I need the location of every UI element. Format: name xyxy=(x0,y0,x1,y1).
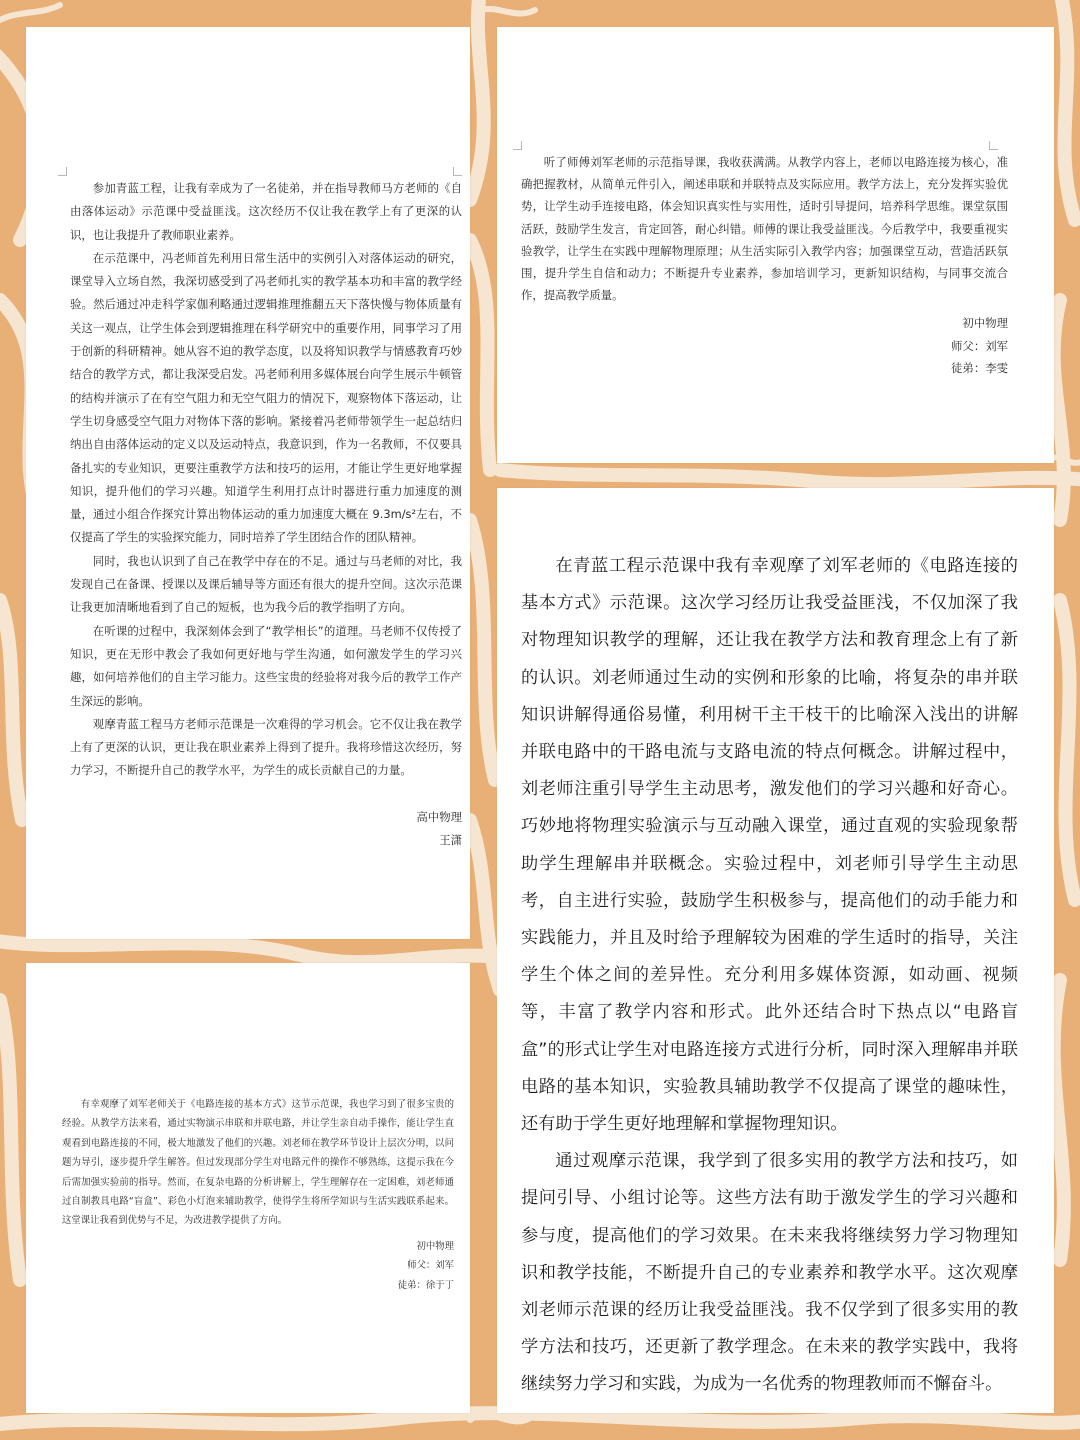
signature-mentor: 师父：刘军 xyxy=(407,1260,454,1272)
paragraph: 观摩青蓝工程马方老师示范课是一次难得的学习机会。它不仅让我在教学上有了更深的认识，更让我在职业素养上得到了提升。我将珍惜这次经历，努力学习，不断提升自己的教学水平，为学生的成长贡献自己的力量。 xyxy=(70,716,462,778)
paragraph: 听了师傅刘军老师的示范指导课，我收获满满。从教学内容上，老师以电路连接为核心，准确把握教材，从简单元件引入，阐述串联和并联特点及实际应用。教学方法上，充分发挥实验优势，让学生动手连接电路，体会知识真实性与实用性，适时引导提问，培养科学思维。课堂氛围活跃，鼓励学生发言，肯定回答，耐心纠错。师傅的课让我受益匪浅。今后教学中，我要重视实验教学，让学生在实践中理解物理原理；从生活实际引入教学内容；加强课堂互动，营造活跃氛围，提升学生自信和动力；不断提升专业素养，参加培训学习，更新知识结构，与同事交流合作，提高教学质量。 xyxy=(521,155,1008,303)
signature-mentor: 师父：刘军 xyxy=(951,338,1008,353)
page-corner-mark xyxy=(453,167,462,176)
signature-block xyxy=(521,312,1008,379)
paragraph: 在青蓝工程示范课中我有幸观摩了刘军老师的《电路连接的基本方式》示范课。这次学习经历让我受益匪浅，不仅加深了我对物理知识教学的理解，还让我在教学方法和教育理念上有了新的认识。刘老师通过生动的实例和形象的比喻，将复杂的串并联知识讲解得通俗易懂，利用树干主干枝干的比喻深入浅出的讲解并联电路中的干路电流与支路电流的特点何概念。讲解过程中，刘老师注重引导学生主动思考，激发他们的学习兴趣和好奇心。巧妙地将物理实验演示与互动融入课堂，通过直观的实验现象帮助学生理解串并联概念。实验过程中，刘老师引导学生主动思考，自主进行实验，鼓励学生积极参与，提高他们的动手能力和实践能力，并且及时给予理解较为困难的学生适时的指导，关注学生个体之间的差异性。充分利用多媒体资源，如动画、视频等，丰富了教学内容和形式。此外还结合时下热点以“电路盲盒”的形式让学生对电路连接方式进行分析，同时深入理解串并联电路的基本知识，实验教具辅助教学不仅提高了课堂的趣味性，还有助于学生更好地理解和掌握物理知识。 xyxy=(521,556,1018,1135)
paragraph: 通过观摩示范课，我学到了很多实用的教学方法和技巧，如提问引导、小组讨论等。这些方法有助于激发学生的学习兴趣和参与度，提高他们的学习效果。在未来我将继续努力学习物理知识和教学技能，不断提升自己的专业素养和教学水平。这次观摩刘老师示范课的经历让我受益匪浅。我不仅学到了很多实用的教学方法和技巧，还更新了教学理念。在未来的教学实践中，我将继续努力学习和实践，为成为一名优秀的物理教师而不懈奋斗。 xyxy=(521,1151,1018,1395)
page-corner-mark xyxy=(989,141,998,150)
paragraph: 参加青蓝工程，让我有幸成为了一名徒弟，并在指导教师马方老师的《自由落体运动》示范课中受益匪浅。这次经历不仅让我在教学上有了更深的认识，也让我提升了教师职业素养。 xyxy=(70,181,462,242)
paragraph: 在示范课中，冯老师首先利用日常生活中的实例引入对落体运动的研究，课堂导入立场自然，我深切感受到了冯老师扎实的教学基本功和丰富的教学经验。然后通过冲走科学家伽利略通过逻辑推理推翻五天下落快慢与物体质量有关这一观点，让学生体会到逻辑推理在科学研究中的重要作用，同事学习了用于创新的科研精神。她从容不迫的教学态度，以及将知识教学与情感教育巧妙结合的教学方式，都让我深受启发。冯老师利用多媒体展台向学生展示牛顿管的结构并演示了在有空气阻力和无空气阻力的情况下，观察物体下落运动，让学生切身感受空气阻力对物体下落的影响。紧接着冯老师带领学生一起总结归纳出自由落体运动的定义以及运动特点，我意识到，作为一名教师，不仅要具备扎实的专业知识，更要注重教学方法和技巧的运用，才能让学生更好地掌握知识，提升他们的学习兴趣。知道学生利用打点计时器进行重力加速度的测量，通过小组合作探究计算出物体运动的重力加速度大概在 9.3m/s²左右，不仅提高了学生的实验探究能力，同时培养了学生团结合作的团队精神。 xyxy=(70,250,462,545)
signature-block xyxy=(62,1237,454,1296)
signature-subject: 初中物理 xyxy=(416,1240,454,1252)
reflection-page-junior-physics-xu xyxy=(26,963,470,1413)
page-corner-mark xyxy=(58,167,67,176)
signature-apprentice: 徒弟：徐于丁 xyxy=(397,1279,454,1291)
signature-block xyxy=(70,806,462,853)
page-corner-mark xyxy=(513,141,522,150)
signature-apprentice: 徒弟：李雯 xyxy=(951,360,1008,375)
reflection-page-circuit-lesson xyxy=(497,488,1054,1413)
signature-name: 王潇 xyxy=(439,833,462,848)
reflection-page-junior-physics-li xyxy=(497,27,1054,463)
signature-subject: 初中物理 xyxy=(962,316,1008,331)
paragraph: 在听课的过程中，我深刻体会到了“教学相长”的道理。马老师不仅传授了知识，更在无形中教会了我如何更好地与学生沟通，如何激发学生的学习兴趣，如何培养他们的自主学习能力。这些宝贵的经验将对我今后的教学工作产生深远的影响。 xyxy=(70,623,462,708)
paragraph: 同时，我也认识到了自己在教学中存在的不足。通过与马老师的对比，我发现自己在备课、授课以及课后辅导等方面还有很大的提升空间。这次示范课让我更加清晰地看到了自己的短板，也为我今后的教学指明了方向。 xyxy=(70,553,462,615)
signature-subject: 高中物理 xyxy=(416,809,462,824)
reflection-page-senior-physics xyxy=(26,27,470,939)
paragraph: 有幸观摩了刘军老师关于《电路连接的基本方式》这节示范课，我也学习到了很多宝贵的经验。从教学方法来看，通过实物演示串联和并联电路，并让学生亲自动手操作，能让学生直观看到电路连接的不同，极大地激发了他们的兴趣。刘老师在教学环节设计上层次分明，以问题为导引，逐步提升学生解答。但过发现部分学生对电路元件的操作不够熟练，这提示我在今后需加强实验前的指导。然而，在复杂电路的分析讲解上，学生理解存在一定困难，刘老师通过自制教具电路“盲盒”、彩色小灯泡来辅助教学，使得学生将所学知识与生活实践联系起来。这堂课让我看到优势与不足，为改进教学提供了方向。 xyxy=(62,1099,454,1227)
